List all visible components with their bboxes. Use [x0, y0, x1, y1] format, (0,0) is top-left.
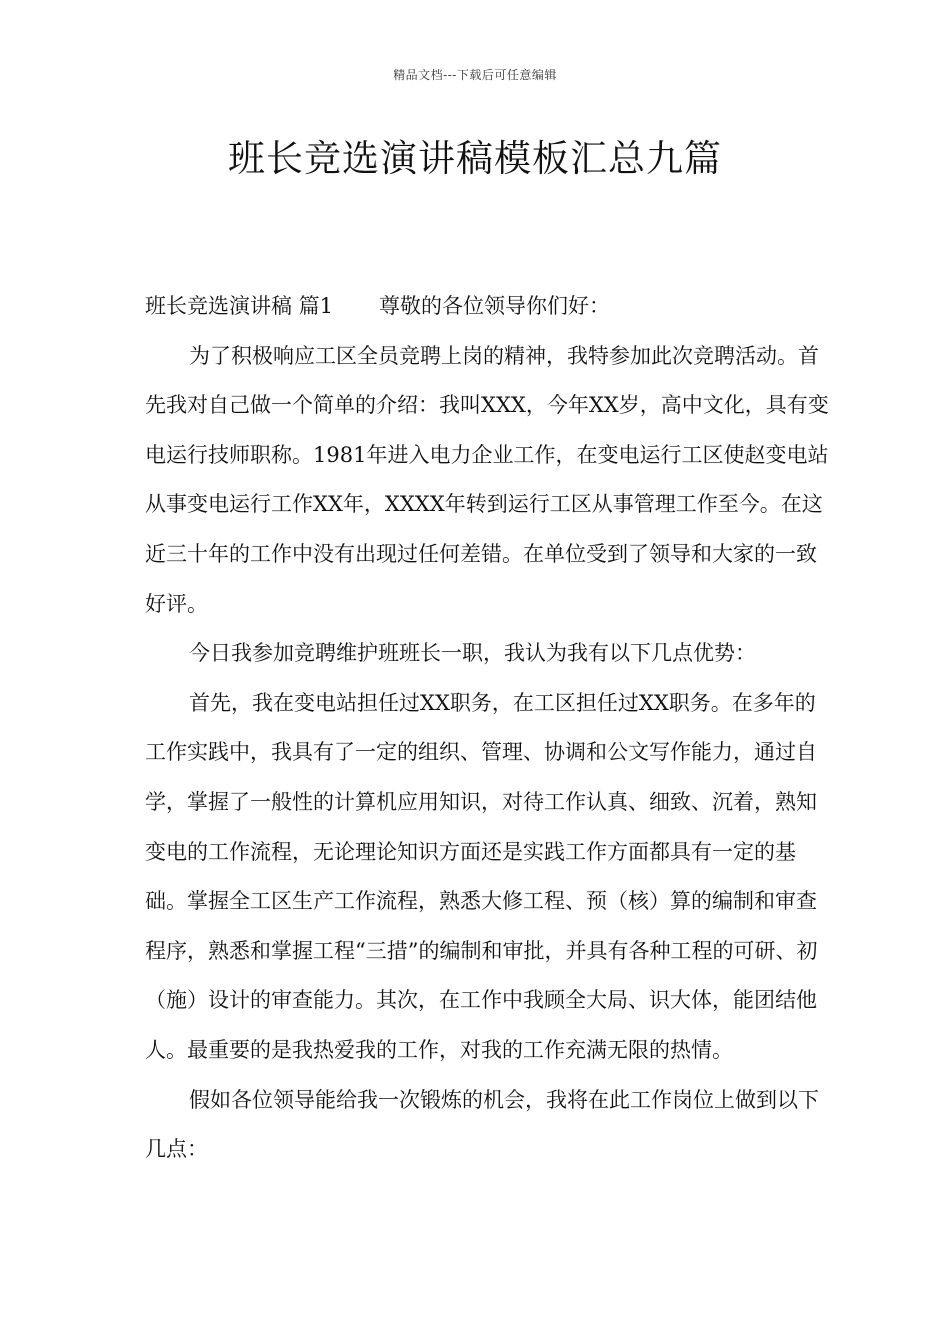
document-title: 班长竞选演讲稿模板汇总九篇: [228, 137, 722, 180]
paragraph-introduction: 为了积极响应工区全员竞聘上岗的精神，我特参加此次竞聘活动。首先我对自己做一个简单的介绍：我叫XXX，今年XX岁，高中文化，具有变电运行技师职称。1981年进入电力企业工作，在变电运行工区使赵变电站从事变电运行工作XX年，XXXX年转到运行工区从事管理工作至今。在这近三十年的工作中没有出现过任何差错。在单位受到了领导和大家的一致好评。: [145, 343, 829, 616]
section-label: 班长竞选演讲稿 篇1: [145, 294, 334, 318]
paragraph-commitment: 假如各位领导能给我一次锻炼的机会，我将在此工作岗位上做到以下几点：: [145, 1087, 819, 1162]
document-body: [145, 282, 835, 1175]
page-header-note: 精品文档---下载后可任意编辑: [393, 68, 557, 82]
paragraph-qualifications: 首先，我在变电站担任过XX职务，在工区担任过XX职务。在多年的工作实践中，我具有了一定的组织、管理、协调和公文写作能力，通过自学，掌握了一般性的计算机应用知识，对待工作认真、细致、沉着，熟知变电的工作流程，无论理论知识方面还是实践工作方面都具有一定的基础。掌握全工区生产工作流程，熟悉大修工程、预（核）算的编制和审查程序，熟悉和掌握工程“三措”的编制和审批，并具有各种工程的可研、初（施）设计的审查能力。其次，在工作中我顾全大局、识大体，能团结他人。最重要的是我热爱我的工作，对我的工作充满无限的热情。: [145, 690, 818, 1062]
opening-line: [145, 282, 835, 332]
paragraph-advantages-intro: 今日我参加竞聘维护班班长一职，我认为我有以下几点优势：: [189, 641, 756, 666]
salutation: 尊敬的各位领导你们好：: [379, 294, 611, 318]
